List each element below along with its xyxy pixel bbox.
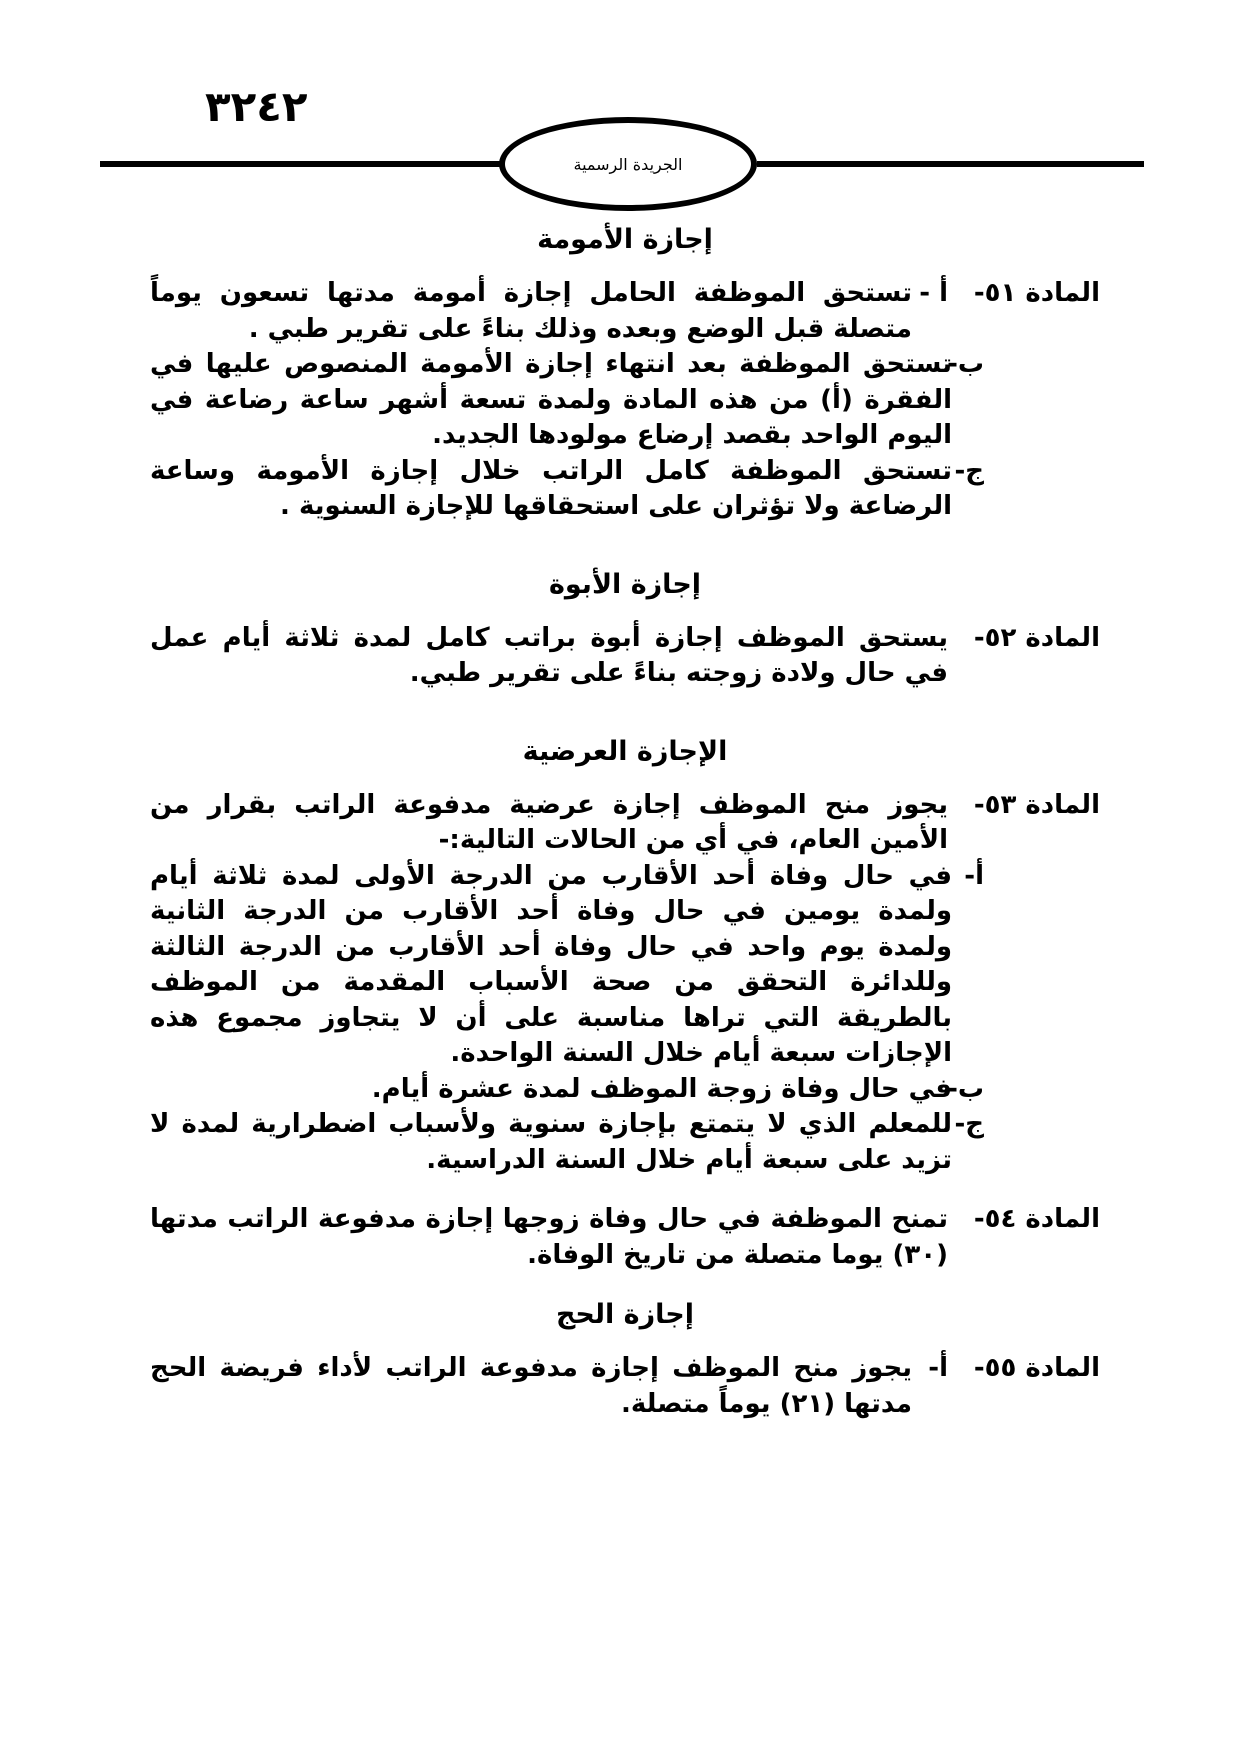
article-53-item-c xyxy=(150,1107,984,1178)
article-53-item-a xyxy=(150,859,984,1072)
article-55 xyxy=(150,1351,1100,1422)
article-53-item-b xyxy=(150,1072,984,1108)
heading-hajj-leave: إجازة الحج xyxy=(555,1299,695,1330)
item-marker: ب- xyxy=(947,349,984,379)
heading-maternity-leave: إجازة الأمومة xyxy=(537,224,713,255)
header-rule-left xyxy=(100,161,500,167)
item-text: في حال وفاة أحد الأقارب من الدرجة الأولى لمدة ثلاثة أيام ولمدة يومين في حال وفاة أحد الأقارب من الدرجة الثانية ولمدة يوم واحد في حال وفاة أحد الأقارب من الدرجة الثالثة وللدائرة التحقق من صحة الأسباب المقدمة من الموظف بالطريقة التي تراها مناسبة على أن لا يتجاوز مجموع هذه الإجازات سبعة أيام خلال السنة الواحدة. xyxy=(150,860,952,1068)
article-53 xyxy=(150,788,1100,1179)
item-marker: أ - xyxy=(919,278,948,308)
header-rule-right xyxy=(757,161,1144,167)
article-label: المادة ٥٢- xyxy=(973,622,1100,653)
heading-emergency-leave: الإجازة العرضية xyxy=(522,735,728,767)
article-52 xyxy=(150,621,1100,692)
article-label: المادة ٥٥- xyxy=(973,1353,1100,1383)
article-label: المادة ٥١- xyxy=(973,278,1100,308)
item-text: في حال وفاة زوجة الموظف لمدة عشرة أيام. xyxy=(371,1073,952,1104)
heading-paternity-leave: إجازة الأبوة xyxy=(548,568,702,600)
article-53-intro: يجوز منح الموظف إجازة عرضية مدفوعة الراتب بقرار من الأمين العام، في أي من الحالات التالية:- xyxy=(150,789,948,855)
item-text: تستحق الموظفة بعد انتهاء إجازة الأمومة المنصوص عليها في الفقرة (أ) من هذه المادة ولمدة تسعة أشهر ساعة رضاعة في اليوم الواحد بقصد إرضاع مولودها الجديد. xyxy=(150,349,952,450)
item-marker: ج- xyxy=(954,1109,984,1139)
article-label: المادة ٥٣- xyxy=(973,789,1100,820)
article-51 xyxy=(150,276,1100,525)
item-text: يجوز منح الموظف إجازة مدفوعة الراتب لأداء فريضة الحج مدتها (٢١) يوماً متصلة. xyxy=(150,1353,912,1419)
item-marker: ب- xyxy=(947,1073,984,1104)
gazette-title-oval xyxy=(499,117,757,211)
item-text: تستحق الموظفة كامل الراتب خلال إجازة الأمومة وساعة الرضاعة ولا تؤثران على استحقاقها للإجازة السنوية . xyxy=(150,455,952,521)
item-marker: ج- xyxy=(954,455,984,486)
article-54 xyxy=(150,1202,1100,1273)
item-marker: أ- xyxy=(964,860,984,891)
page-number: ٣٢٤٢ xyxy=(205,82,308,131)
item-text: للمعلم الذي لا يتمتع بإجازة سنوية ولأسباب اضطرارية لمدة لا تزيد على سبعة أيام خلال السنة الدراسية. xyxy=(150,1109,952,1175)
gazette-title: الجريدة الرسمية xyxy=(573,154,683,174)
article-54-text: تمنح الموظفة في حال وفاة زوجها إجازة مدفوعة الراتب مدتها (٣٠) يوما متصلة من تاريخ الوفاة. xyxy=(150,1204,948,1270)
item-text: تستحق الموظفة الحامل إجازة أمومة مدتها تسعون يوماً متصلة قبل الوضع وبعده وذلك بناءً على تقرير طبي . xyxy=(150,278,912,344)
article-51-item-b xyxy=(150,347,984,454)
article-51-item-c xyxy=(150,454,984,525)
article-51-item-a xyxy=(150,276,948,347)
document-body xyxy=(150,222,1100,1422)
article-52-text: يستحق الموظف إجازة أبوة براتب كامل لمدة ثلاثة أيام عمل في حال ولادة زوجته بناءً على تقرير طبي. xyxy=(150,622,948,688)
item-marker: أ- xyxy=(928,1353,948,1383)
article-55-item-a xyxy=(150,1351,948,1422)
article-label: المادة ٥٤- xyxy=(973,1204,1100,1234)
